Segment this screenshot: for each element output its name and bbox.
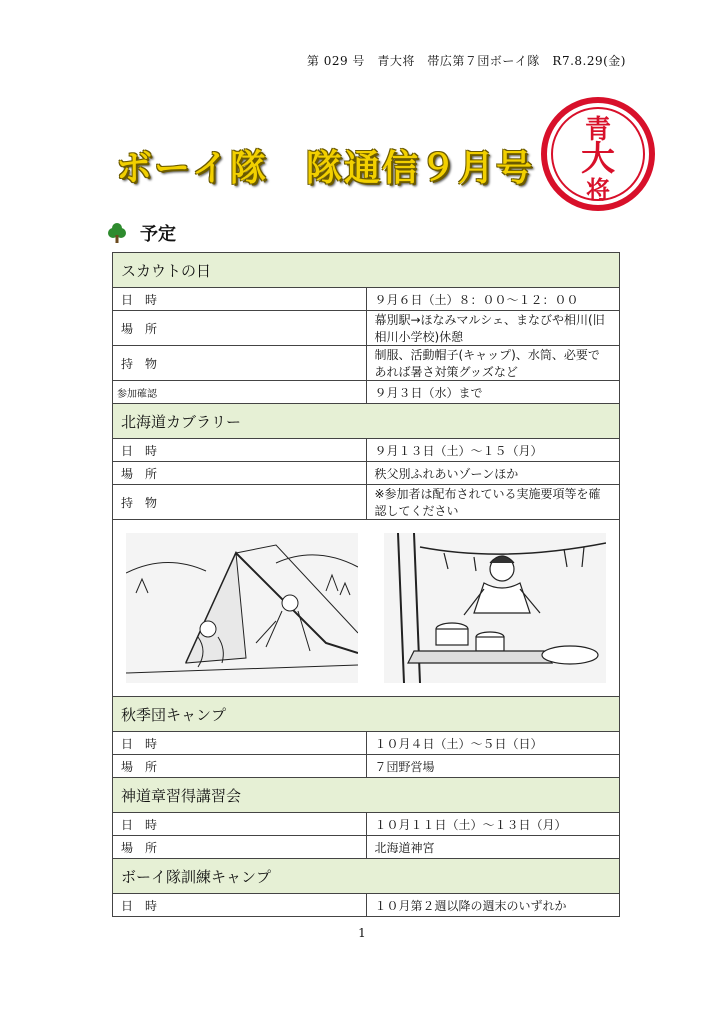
table-row (113, 311, 620, 346)
newsletter-title: ボーイ隊 隊通信９月号 (116, 148, 535, 189)
event-title: ボーイ隊訓練キャンプ (113, 859, 620, 894)
table-row (113, 485, 620, 520)
schedule-table (112, 252, 620, 917)
svg-text:青: 青 (584, 115, 612, 145)
row-value: ７団野営場 (366, 755, 620, 778)
event-header-row (113, 253, 620, 288)
row-value: １０月１１日（土）～１３日（月） (366, 813, 620, 836)
event-title: 北海道カブラリー (113, 404, 620, 439)
table-row (113, 381, 620, 404)
tent-illustration (126, 533, 358, 683)
row-key: 日 時 (113, 439, 367, 462)
illustration-row (113, 520, 620, 697)
svg-text:大: 大 (581, 139, 615, 179)
row-value: １０月第２週以降の週末のいずれか (366, 894, 620, 917)
row-value: ９月１３日（土）～１５（月） (366, 439, 620, 462)
row-key: 場 所 (113, 311, 367, 346)
table-row (113, 462, 620, 485)
row-key: 場 所 (113, 836, 367, 859)
tree-icon (108, 222, 126, 244)
event-header-row (113, 697, 620, 732)
event-header-row (113, 859, 620, 894)
issue-header: 第 029 号 青大将 帯広第７団ボーイ隊 R7.8.29(金) (306, 54, 626, 68)
event-title: 秋季団キャンプ (113, 697, 620, 732)
row-key: 場 所 (113, 462, 367, 485)
stamp-seal (540, 96, 656, 212)
row-key: 持 物 (113, 485, 367, 520)
row-key: 日 時 (113, 288, 367, 311)
row-key: 参加確認 (113, 381, 367, 404)
row-value: ※参加者は配布されている実施要項等を確認してください (366, 485, 620, 520)
section-label: 予定 (140, 224, 176, 245)
table-row (113, 439, 620, 462)
table-row (113, 732, 620, 755)
event-title: スカウトの日 (113, 253, 620, 288)
row-value: 制服、活動帽子(キャップ)、水筒、必要であれば暑さ対策グッズなど (366, 346, 620, 381)
page-number: 1 (358, 926, 366, 940)
row-key: 持 物 (113, 346, 367, 381)
row-value: 北海道神宮 (366, 836, 620, 859)
row-key: 日 時 (113, 813, 367, 836)
table-row (113, 894, 620, 917)
row-key: 日 時 (113, 732, 367, 755)
row-key: 場 所 (113, 755, 367, 778)
table-row (113, 813, 620, 836)
event-header-row (113, 404, 620, 439)
row-value: 秩父別ふれあいゾーンほか (366, 462, 620, 485)
event-title: 神道章習得講習会 (113, 778, 620, 813)
table-row (113, 288, 620, 311)
table-row (113, 346, 620, 381)
svg-text:将: 将 (586, 176, 610, 204)
schedule-heading (108, 220, 176, 246)
table-row (113, 755, 620, 778)
cooking-illustration (384, 533, 606, 683)
row-key: 日 時 (113, 894, 367, 917)
table-row (113, 836, 620, 859)
row-value: １０月４日（土）～５日（日） (366, 732, 620, 755)
row-value: ９月３日（水）まで (366, 381, 620, 404)
event-header-row (113, 778, 620, 813)
row-value: 幕別駅→ほなみマルシェ、まなびや相川(旧相川小学校)休憩 (366, 311, 620, 346)
row-value: ９月６日（土）８：００～１２：００ (366, 288, 620, 311)
